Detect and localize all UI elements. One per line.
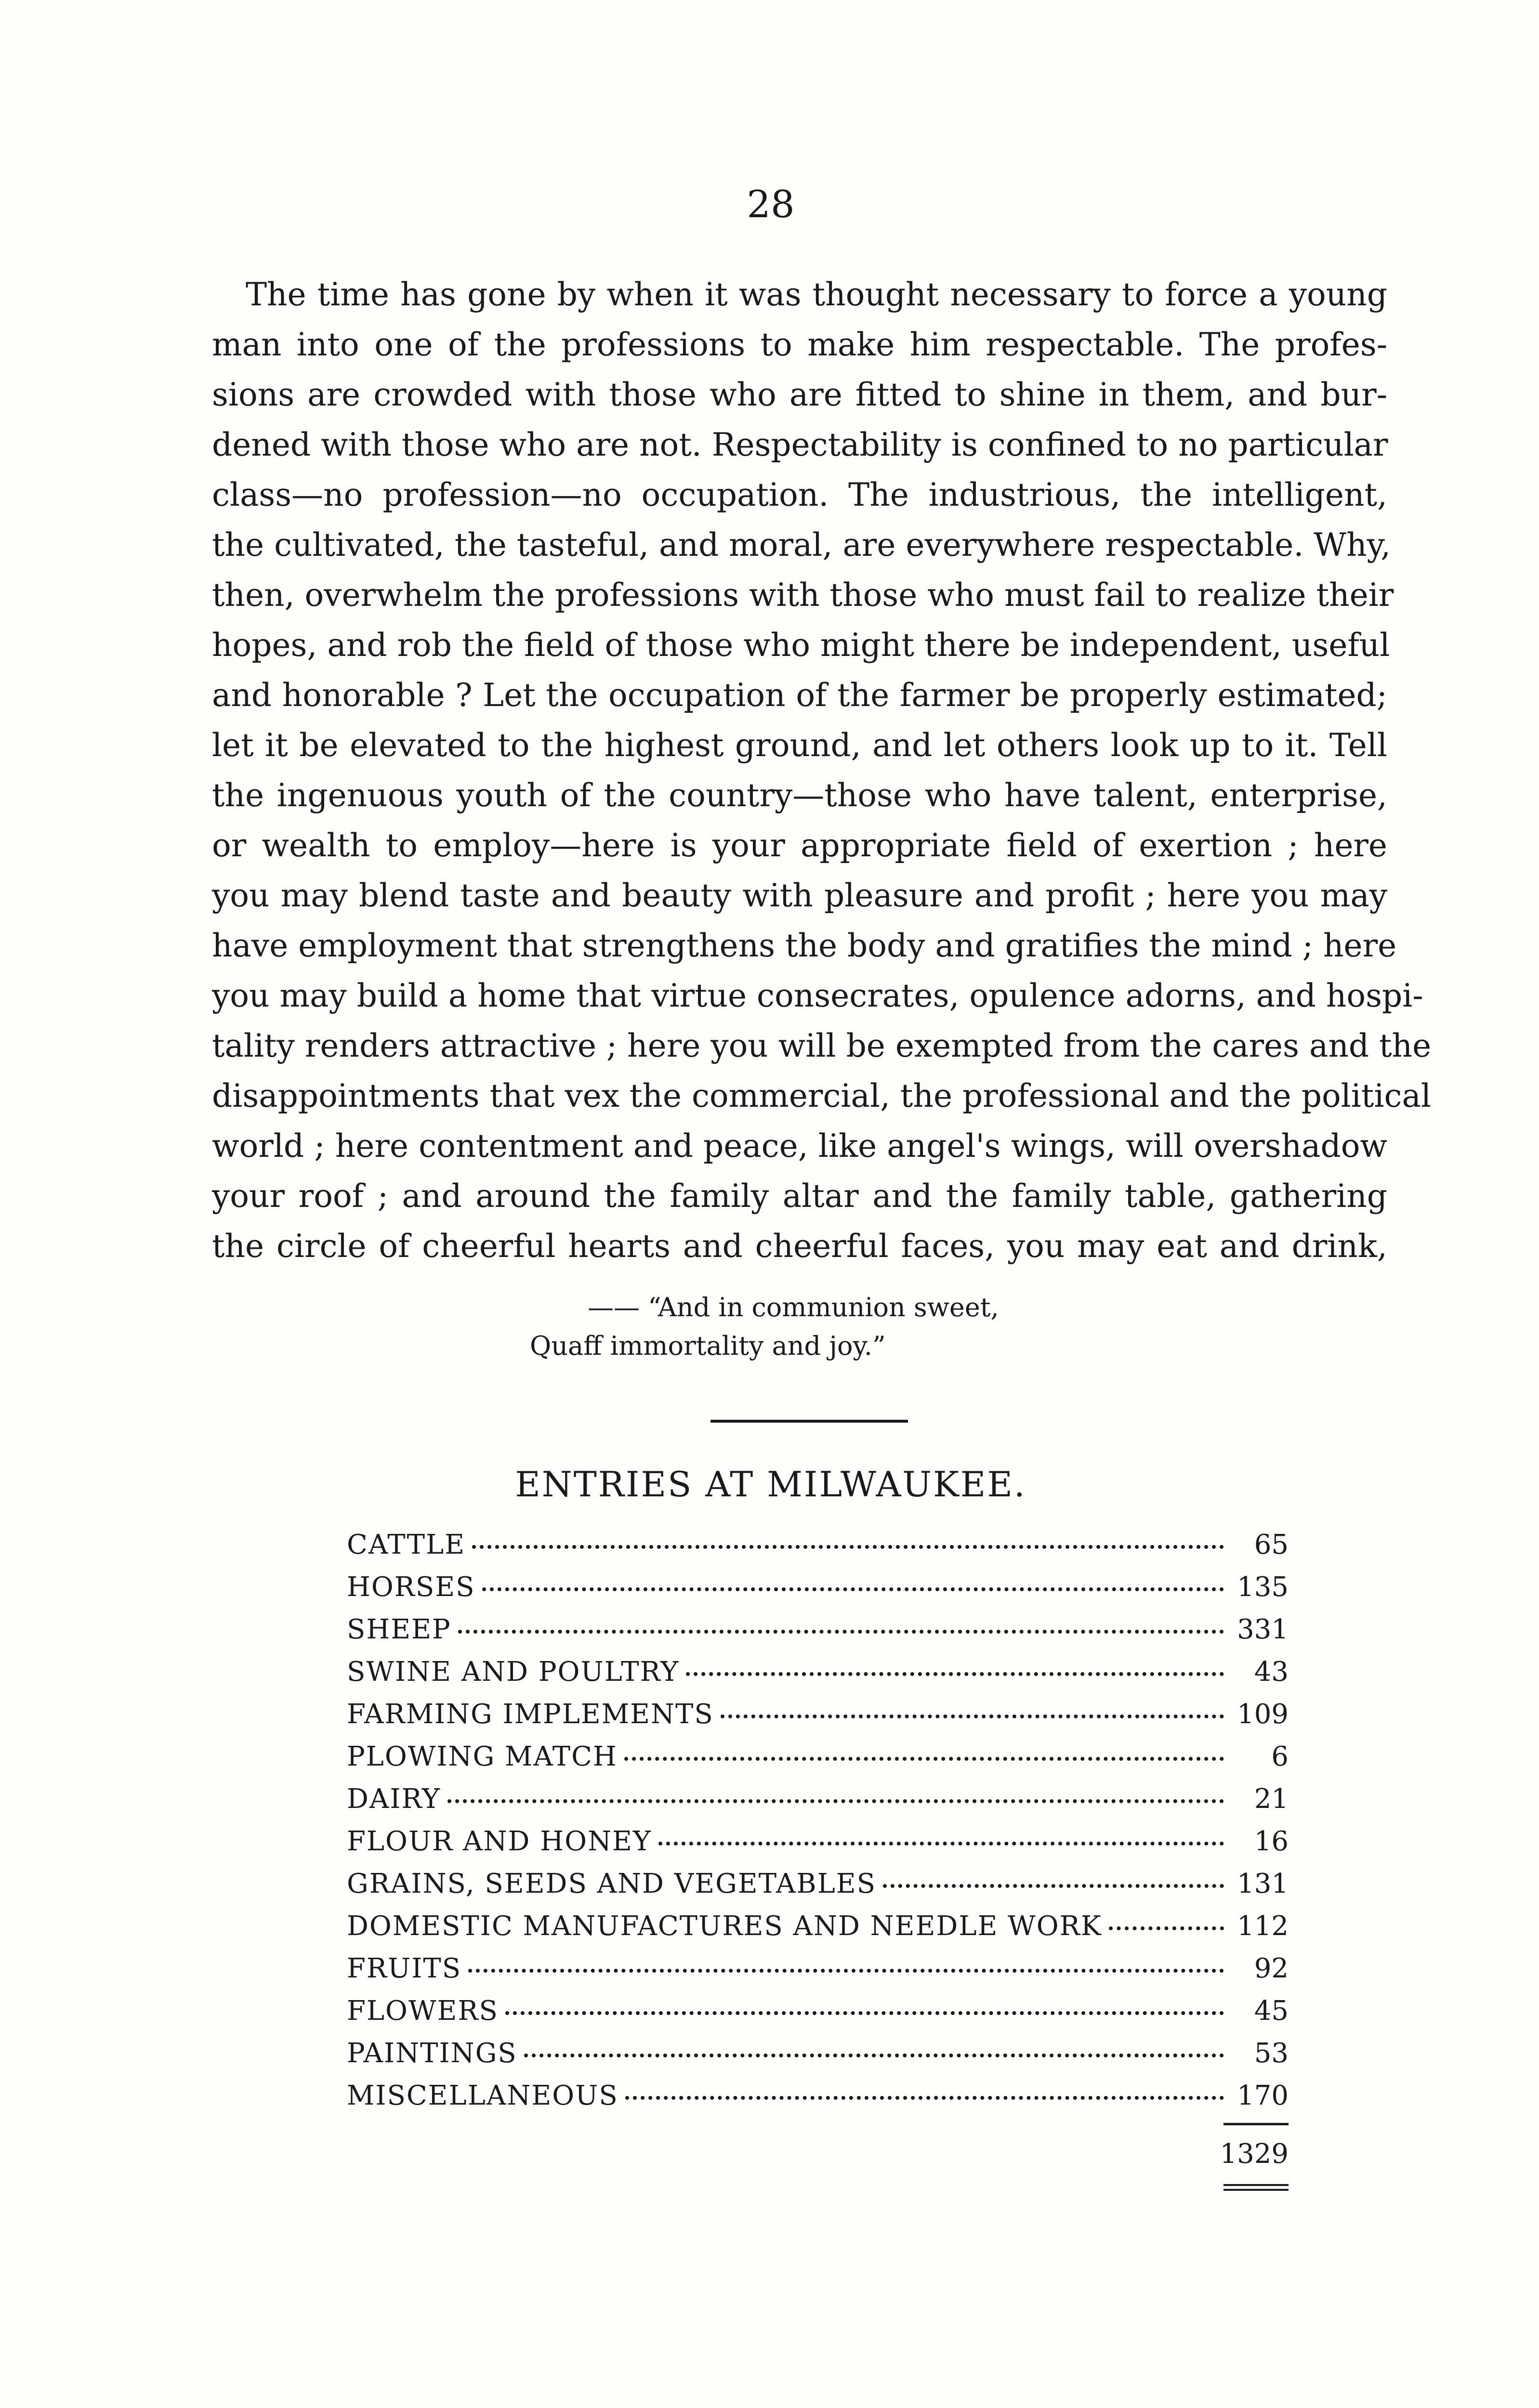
body-line: hopes, and rob the field of those who might there be independent, useful xyxy=(212,627,1390,664)
entry-row xyxy=(347,1868,1289,1911)
entry-row xyxy=(347,1614,1289,1656)
body-line: or wealth to employ—here is your appropriate field of exertion ; here xyxy=(212,827,1387,864)
dot-leader xyxy=(883,1884,1224,1888)
entries-total: 1329 xyxy=(1220,2138,1289,2170)
entry-label: SHEEP xyxy=(347,1614,451,1645)
entry-value: 43 xyxy=(1254,1656,1289,1688)
entry-row xyxy=(347,1571,1289,1614)
body-line: The time has gone by when it was thought necessary to force a young xyxy=(246,276,1387,313)
entry-label: FLOWERS xyxy=(347,1995,499,2027)
body-line: let it be elevated to the highest ground, and let others look up to it. Tell xyxy=(212,727,1387,764)
body-line: tality renders attractive ; here you will be exempted from the cares and the xyxy=(212,1027,1432,1064)
entry-label: CATTLE xyxy=(347,1529,466,1560)
dot-leader xyxy=(447,1799,1224,1803)
total-double-rule xyxy=(1223,2184,1289,2191)
entry-value: 331 xyxy=(1237,1614,1289,1645)
quote-line: —— “And in communion sweet, xyxy=(588,1292,999,1322)
dot-leader xyxy=(721,1714,1224,1718)
entry-label: DAIRY xyxy=(347,1783,441,1815)
dot-leader xyxy=(625,2096,1224,2100)
entry-row xyxy=(347,1995,1289,2038)
entry-value: 21 xyxy=(1254,1783,1289,1815)
dot-leader xyxy=(482,1587,1224,1591)
body-line: class—no profession—no occupation. The industrious, the intelligent, xyxy=(212,476,1387,513)
body-line: man into one of the professions to make him respectable. The profes- xyxy=(212,326,1387,363)
entry-value: 109 xyxy=(1237,1699,1289,1730)
entry-label: MISCELLANEOUS xyxy=(347,2080,618,2111)
entry-value: 112 xyxy=(1237,1911,1289,1942)
dot-leader xyxy=(624,1757,1224,1761)
entry-row xyxy=(347,1656,1289,1699)
total-rule xyxy=(1223,2123,1289,2125)
dot-leader xyxy=(468,1969,1224,1973)
entry-value: 92 xyxy=(1254,1953,1289,1984)
entry-value: 131 xyxy=(1237,1868,1289,1899)
body-line: you may build a home that virtue consecrates, opulence adorns, and hospi- xyxy=(212,977,1423,1014)
section-heading: ENTRIES AT MILWAUKEE. xyxy=(515,1464,1026,1505)
entry-label: FRUITS xyxy=(347,1953,462,1984)
section-separator-rule xyxy=(710,1420,908,1423)
entry-row xyxy=(347,2038,1289,2080)
entry-row xyxy=(347,1826,1289,1868)
entry-value: 135 xyxy=(1237,1571,1289,1603)
dot-leader xyxy=(1109,1926,1224,1930)
entry-label: PAINTINGS xyxy=(347,2038,517,2069)
entry-value: 6 xyxy=(1271,1741,1289,1772)
body-line: your roof ; and around the family altar and the family table, gathering xyxy=(212,1178,1387,1215)
dot-leader xyxy=(686,1672,1224,1676)
dot-leader xyxy=(524,2054,1224,2057)
body-line: dened with those who are not. Respectability is confined to no particular xyxy=(212,426,1388,463)
body-line: the circle of cheerful hearts and cheerful faces, you may eat and drink, xyxy=(212,1228,1387,1265)
body-paragraph xyxy=(212,270,1432,1271)
body-line: then, overwhelm the professions with those who must fail to realize their xyxy=(212,576,1394,614)
body-line: the ingenuous youth of the country—those who have talent, enterprise, xyxy=(212,777,1387,814)
dot-leader xyxy=(458,1630,1224,1634)
entry-label: PLOWING MATCH xyxy=(347,1741,618,1772)
verse-quote xyxy=(530,1288,1108,1365)
entry-row xyxy=(347,2080,1289,2122)
entry-value: 45 xyxy=(1254,1995,1289,2027)
entry-value: 170 xyxy=(1237,2080,1289,2111)
entry-row xyxy=(347,1911,1289,1953)
entry-row xyxy=(347,1953,1289,1995)
dot-leader xyxy=(658,1842,1224,1845)
entry-label: FLOUR AND HONEY xyxy=(347,1826,652,1857)
body-line: world ; here contentment and peace, like angel's wings, will overshadow xyxy=(212,1127,1387,1165)
entry-label: DOMESTIC MANUFACTURES AND NEEDLE WORK xyxy=(347,1911,1102,1942)
entry-row xyxy=(347,1741,1289,1783)
entries-table xyxy=(347,1529,1289,2122)
body-line: sions are crowded with those who are fitted to shine in them, and bur- xyxy=(212,376,1387,413)
entry-label: SWINE AND POULTRY xyxy=(347,1656,680,1688)
entry-value: 65 xyxy=(1254,1529,1289,1560)
entry-row xyxy=(347,1699,1289,1741)
body-line: the cultivated, the tasteful, and moral, are everywhere respectable. Why, xyxy=(212,526,1391,563)
entry-value: 16 xyxy=(1254,1826,1289,1857)
entry-value: 53 xyxy=(1254,2038,1289,2069)
dot-leader xyxy=(472,1545,1224,1549)
body-line: you may blend taste and beauty with pleasure and profit ; here you may xyxy=(212,877,1387,914)
entry-label: FARMING IMPLEMENTS xyxy=(347,1699,714,1730)
page-number: 28 xyxy=(747,183,795,226)
entry-row xyxy=(347,1783,1289,1826)
entry-label: GRAINS, SEEDS AND VEGETABLES xyxy=(347,1868,876,1899)
entry-row xyxy=(347,1529,1289,1571)
body-line: and honorable ? Let the occupation of the farmer be properly estimated; xyxy=(212,677,1387,714)
entry-label: HORSES xyxy=(347,1571,475,1603)
body-line: disappointments that vex the commercial, the professional and the political xyxy=(212,1077,1431,1114)
body-line: have employment that strengthens the body and gratifies the mind ; here xyxy=(212,927,1397,964)
dot-leader xyxy=(505,2011,1224,2015)
quote-line: Quaff immortality and joy.” xyxy=(530,1331,886,1361)
